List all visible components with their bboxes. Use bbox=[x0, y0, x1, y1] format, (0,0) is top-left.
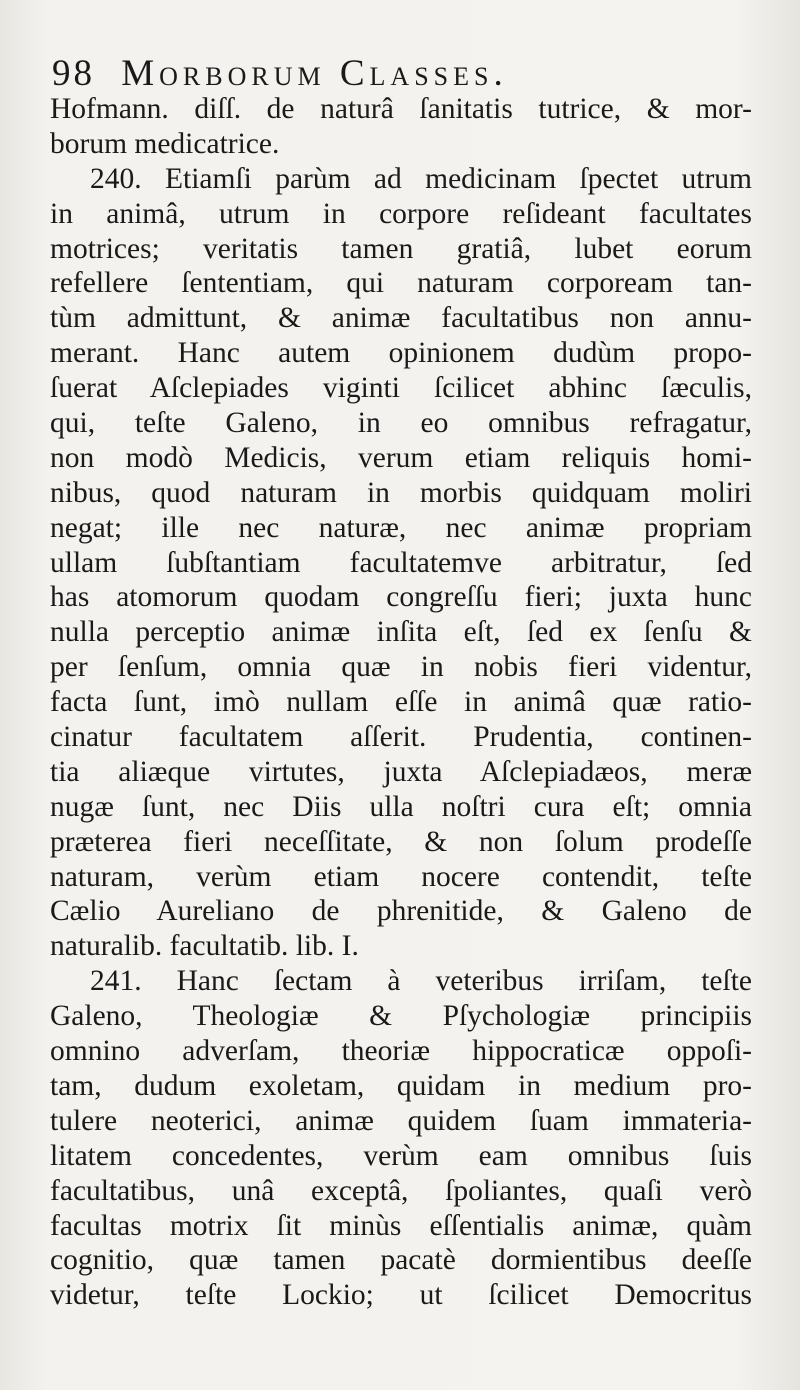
text-line: in animâ, utrum in corpore reſideant facultates bbox=[50, 197, 752, 230]
text-line: Galeno, Theologiæ & Pſychologiæ principiis bbox=[50, 1000, 752, 1033]
text-line: facultas motrix ſit minùs eſſentialis animæ, quàm bbox=[50, 1209, 752, 1242]
text-line: Cælio Aureliano de phrenitide, & Galeno de bbox=[50, 895, 752, 928]
text-line: facultatibus, unâ exceptâ, ſpoliantes, quaſi verò bbox=[50, 1174, 752, 1207]
text-line: merant. Hanc autem opinionem dudùm propo- bbox=[50, 337, 752, 370]
text-line: facta ſunt, imò nullam eſſe in animâ quæ ratio- bbox=[50, 686, 752, 719]
text-line: per ſenſum, omnia quæ in nobis fieri videntur, bbox=[50, 651, 752, 684]
text-line: non modò Medicis, verum etiam reliquis homi- bbox=[50, 441, 752, 474]
body-text bbox=[50, 92, 752, 1313]
text-line: nulla perceptio animæ inſita eſt, ſed ex ſenſu & bbox=[50, 616, 752, 649]
text-line: has atomorum quodam congreſſu fieri; juxta hunc bbox=[50, 581, 752, 614]
text-line: motrices; veritatis tamen gratiâ, lubet eorum bbox=[50, 232, 752, 265]
page-number: 98 bbox=[52, 53, 95, 94]
paragraph-241-first-line: 241. Hanc ſectam à veteribus irriſam, teſte bbox=[90, 965, 752, 998]
text-line: omnino adverſam, theoriæ hippocraticæ oppoſi- bbox=[50, 1035, 752, 1068]
running-title: Morborum Classes. bbox=[121, 53, 508, 94]
text-line: tia aliæque virtutes, juxta Aſclepiadæos, meræ bbox=[50, 755, 752, 788]
text-line: ullam ſubſtantiam facultatemve arbitratur, ſed bbox=[50, 546, 752, 579]
text-line: negat; ille nec naturæ, nec animæ propriam bbox=[50, 511, 752, 544]
text-line: ſuerat Aſclepiades viginti ſcilicet abhinc ſæculis, bbox=[50, 372, 752, 405]
text-line: nugæ ſunt, nec Diis ulla noſtri cura eſt; omnia bbox=[50, 790, 752, 823]
text-line: naturam, verùm etiam nocere contendit, teſte bbox=[50, 860, 752, 893]
text-line: tulere neoterici, animæ quidem ſuam immateria- bbox=[50, 1104, 752, 1137]
text-line: videtur, teſte Lockio; ut ſcilicet Democritus bbox=[50, 1279, 752, 1312]
text-line: qui, teſte Galeno, in eo omnibus refragatur, bbox=[50, 407, 752, 440]
text-line: litatem concedentes, verùm eam omnibus ſuis bbox=[50, 1139, 752, 1172]
text-line: Hofmann. diſſ. de naturâ ſanitatis tutrice, & mor- bbox=[50, 93, 752, 125]
text-line: tùm admittunt, & animæ facultatibus non annu- bbox=[50, 302, 752, 335]
text-line: refellere ſententiam, qui naturam corpoream tan- bbox=[50, 267, 752, 300]
running-header bbox=[52, 52, 752, 95]
text-line: tam, dudum exoletam, quidam in medium pro- bbox=[50, 1069, 752, 1102]
text-line: cognitio, quæ tamen pacatè dormientibus deeſſe bbox=[50, 1244, 752, 1277]
paragraph-240-first-line: 240. Etiamſi parùm ad medicinam ſpectet utrum bbox=[90, 162, 752, 195]
text-line: præterea fieri neceſſitate, & non ſolum prodeſſe bbox=[50, 825, 752, 858]
text-line: nibus, quod naturam in morbis quidquam moliri bbox=[50, 476, 752, 509]
text-line: naturalib. facultatib. lib. I. bbox=[50, 930, 359, 963]
text-line: cinatur facultatem aſſerit. Prudentia, continen- bbox=[50, 721, 752, 754]
text-line: borum medicatrice. bbox=[50, 127, 280, 160]
